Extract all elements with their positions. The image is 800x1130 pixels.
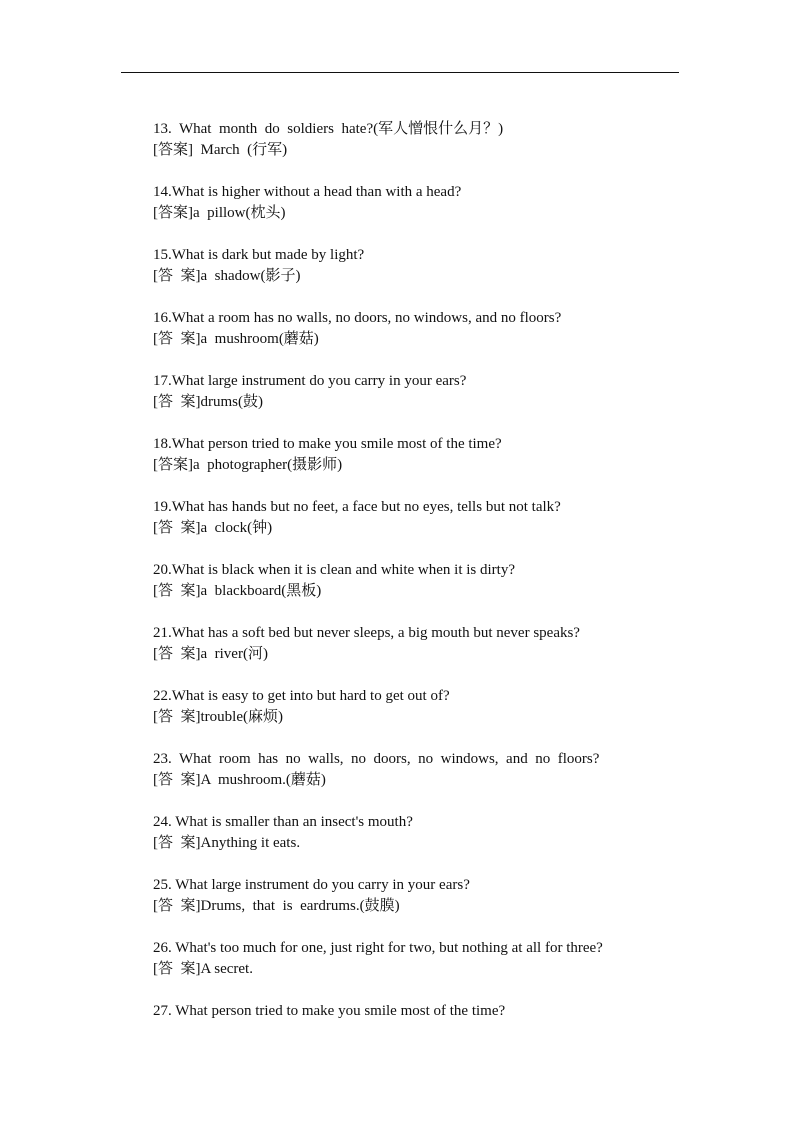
riddle-question: 17.What large instrument do you carry in your ears? xyxy=(153,373,467,389)
riddle-question: 14.What is higher without a head than with a head? xyxy=(153,184,462,200)
riddle-item xyxy=(153,182,643,245)
riddle-item xyxy=(153,434,643,497)
riddle-item xyxy=(153,749,643,812)
riddle-answer: [答 案]a clock(钟) xyxy=(153,520,273,536)
riddle-question: 16.What a room has no walls, no doors, no windows, and no floors? xyxy=(153,310,562,326)
riddle-item xyxy=(153,308,643,371)
riddle-question: 19.What has hands but no feet, a face but no eyes, tells but not talk? xyxy=(153,499,561,515)
riddle-question: 26. What's too much for one, just right for two, but nothing at all for three? xyxy=(153,940,603,956)
riddle-answer: [答 案]a mushroom(蘑菇) xyxy=(153,331,319,347)
riddle-item xyxy=(153,875,643,938)
riddle-answer: [答 案]a shadow(影子) xyxy=(153,268,301,284)
riddle-answer: [答案]a pillow(枕头) xyxy=(153,205,286,221)
riddle-answer: [答 案]drums(鼓) xyxy=(153,394,263,410)
riddle-question: 27. What person tried to make you smile most of the time? xyxy=(153,1003,506,1019)
riddle-item xyxy=(153,623,643,686)
header-rule xyxy=(121,72,679,73)
riddle-item xyxy=(153,1001,643,1064)
riddle-question: 13. What month do soldiers hate?(军人憎恨什么月？) xyxy=(153,121,504,137)
riddle-answer: [答 案]A mushroom.(蘑菇) xyxy=(153,772,326,788)
riddle-question: 25. What large instrument do you carry in your ears? xyxy=(153,877,470,893)
riddle-item xyxy=(153,686,643,749)
riddle-item xyxy=(153,245,643,308)
riddle-question: 24. What is smaller than an insect's mouth? xyxy=(153,814,413,830)
riddle-question: 23. What room has no walls, no doors, no windows, and no floors? xyxy=(153,751,600,767)
riddle-answer: [答 案]trouble(麻烦) xyxy=(153,709,283,725)
riddle-answer: [答 案]Drums, that is eardrums.(鼓膜) xyxy=(153,898,400,914)
riddle-answer: [答 案]Anything it eats. xyxy=(153,835,301,851)
riddle-question: 22.What is easy to get into but hard to get out of? xyxy=(153,688,450,704)
riddle-question: 21.What has a soft bed but never sleeps, a big mouth but never speaks? xyxy=(153,625,580,641)
riddle-answer: [答案] March (行军) xyxy=(153,142,288,158)
riddle-item xyxy=(153,938,643,1001)
riddle-question: 15.What is dark but made by light? xyxy=(153,247,365,263)
riddle-answer: [答 案]a river(河) xyxy=(153,646,268,662)
riddle-question: 20.What is black when it is clean and white when it is dirty? xyxy=(153,562,515,578)
riddle-item xyxy=(153,497,643,560)
riddle-answer: [答 案]a blackboard(黑板) xyxy=(153,583,322,599)
riddle-item xyxy=(153,560,643,623)
riddle-answer: [答案]a photographer(摄影师) xyxy=(153,457,343,473)
riddle-item xyxy=(153,371,643,434)
riddle-item xyxy=(153,812,643,875)
riddle-item xyxy=(153,119,643,182)
riddle-question: 18.What person tried to make you smile most of the time? xyxy=(153,436,502,452)
riddle-list xyxy=(153,119,643,1064)
riddle-answer: [答 案]A secret. xyxy=(153,961,253,977)
